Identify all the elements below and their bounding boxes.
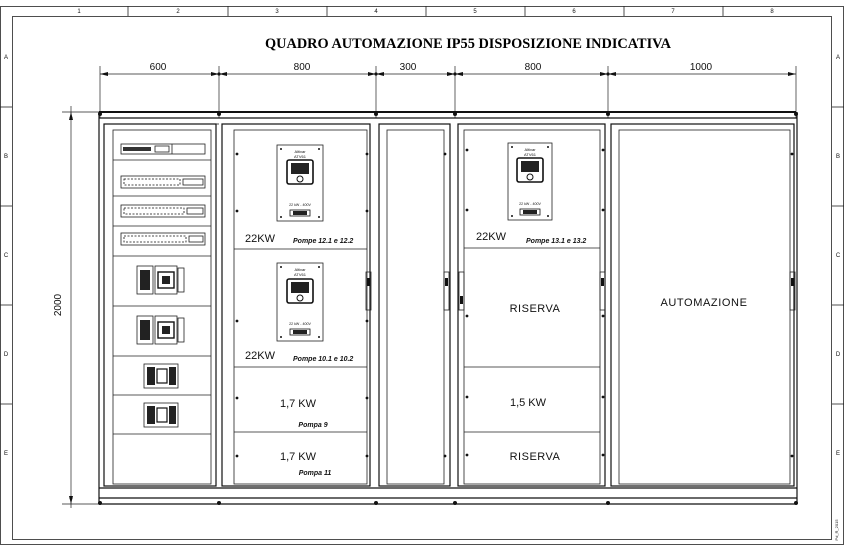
drive-model: ATV61 [294, 272, 306, 277]
dim-width-600: 600 [149, 62, 167, 73]
dim-height-2000: 2000 [53, 293, 64, 317]
drive-model: ATV61 [524, 152, 536, 157]
row-label-e: E [3, 451, 9, 457]
row-label-a: A [3, 55, 9, 61]
column-label-5: 5 [473, 9, 477, 15]
column-label-7: 7 [671, 9, 675, 15]
dim-width-800-a: 800 [293, 62, 311, 73]
drive-rating: 22 kW - 400V [289, 203, 311, 207]
row-label-b-right: B [835, 154, 841, 160]
drive-brand: Altivar [524, 147, 536, 152]
panel2-row2-power: 22KW [245, 350, 275, 362]
breaker-rail-4 [121, 233, 205, 245]
column-label-2: 2 [176, 9, 180, 15]
panel4-row1-pumps: Pompe 13.1 e 13.2 [526, 238, 587, 245]
column-label-3: 3 [275, 9, 279, 15]
drawing-title: QUADRO AUTOMAZIONE IP55 DISPOSIZIONE INDICATIVA [265, 36, 672, 52]
variable-frequency-drive-2 [277, 263, 323, 341]
variable-frequency-drive-1 [277, 145, 323, 221]
drive-rating: 22 kW - 400V [519, 202, 541, 206]
breaker-rail-1 [121, 144, 205, 154]
panel-4 [458, 124, 605, 486]
panel2-row1-power: 22KW [245, 233, 275, 245]
drawing-frame [0, 6, 844, 545]
row-label-d-right: D [835, 352, 841, 358]
row-label-d: D [3, 352, 9, 358]
contactor-block-1 [144, 364, 178, 388]
breaker-rail-2 [121, 176, 205, 188]
dim-width-800-b: 800 [524, 62, 542, 73]
panel-5 [611, 124, 795, 486]
dimension-lines [53, 62, 796, 508]
dim-width-300: 300 [399, 62, 417, 73]
drive-model: ATV61 [294, 154, 306, 159]
drive-rating: 22 kW - 400V [289, 322, 311, 326]
panel-1 [104, 124, 219, 486]
panel-3 [379, 124, 450, 486]
panel5-label: AUTOMAZIONE [660, 297, 748, 309]
panel2-row3-pump: Pompa 9 [298, 422, 328, 429]
breaker-rail-3 [121, 205, 205, 217]
row-label-c-right: C [835, 253, 841, 259]
panel4-row4-label: RISERVA [509, 451, 561, 463]
corner-note: Pd_R_2015 [834, 519, 839, 541]
panel4-row1-power: 22KW [476, 231, 506, 243]
panel2-row4-pump: Pompa 11 [298, 470, 332, 477]
circuit-breaker-block-1 [137, 266, 184, 294]
panel4-row3-power: 1,5 KW [509, 397, 547, 409]
row-label-c: C [3, 253, 9, 259]
panel2-row1-pumps: Pompe 12.1 e 12.2 [293, 238, 354, 245]
variable-frequency-drive-3 [508, 143, 552, 220]
column-label-4: 4 [374, 9, 378, 15]
panel2-row2-pumps: Pompe 10.1 e 10.2 [293, 356, 354, 363]
panel-2 [222, 124, 371, 486]
row-label-a-right: A [835, 55, 841, 61]
circuit-breaker-block-2 [137, 316, 184, 344]
dim-width-1000: 1000 [689, 62, 713, 73]
column-label-6: 6 [572, 9, 576, 15]
row-label-b: B [3, 154, 9, 160]
drive-brand: Altivar [294, 149, 306, 154]
row-label-e-right: E [835, 451, 841, 457]
panel4-row2-label: RISERVA [509, 303, 561, 315]
column-label-1: 1 [77, 9, 81, 15]
drive-brand: Altivar [294, 267, 306, 272]
panel2-row3-power: 1,7 KW [279, 398, 317, 410]
panel2-row4-power: 1,7 KW [279, 451, 317, 463]
contactor-block-2 [144, 403, 178, 427]
column-label-8: 8 [770, 9, 774, 15]
